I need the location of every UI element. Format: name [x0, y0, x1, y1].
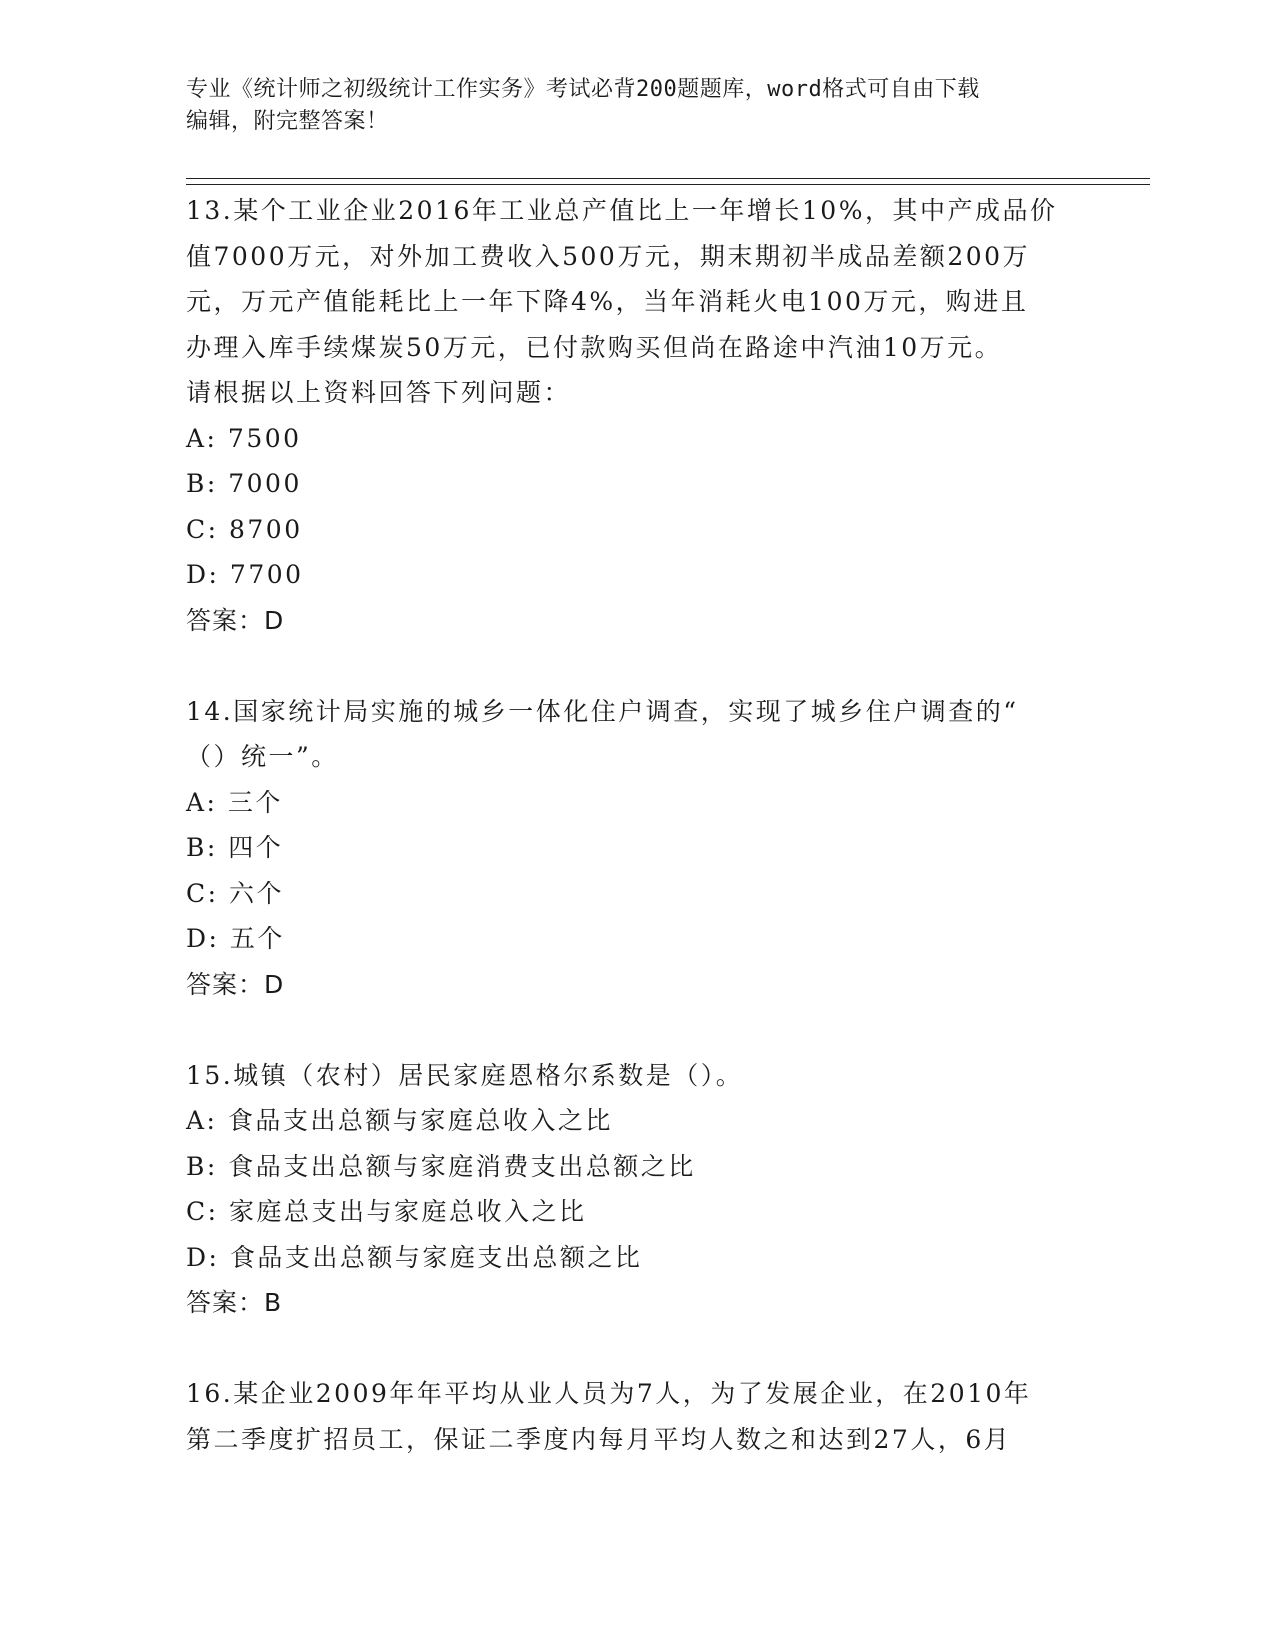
question-stem-line: 元，万元产值能耗比上一年下降4%，当年消耗火电100万元，购进且	[186, 287, 1029, 316]
question-14	[186, 689, 1086, 1008]
option-b: B: 食品支出总额与家庭消费支出总额之比	[186, 1151, 696, 1181]
document-header	[186, 74, 1066, 138]
question-15	[186, 1053, 1086, 1326]
question-stem-line: 值7000万元，对外加工费收入500万元，期末期初半成品差额200万	[186, 241, 1031, 271]
question-stem-line: 15.城镇（农村）居民家庭恩格尔系数是（）。	[186, 1060, 744, 1090]
question-16	[186, 1371, 1086, 1462]
option-b: B: 7000	[186, 469, 302, 498]
answer-line: 答案：B	[186, 1288, 283, 1317]
question-stem-line: 请根据以上资料回答下列问题：	[186, 378, 572, 407]
question-stem-line: 13.某个工业企业2016年工业总产值比上一年增长10%，其中产成品价	[186, 196, 1058, 225]
question-stem-line: （）统一”。	[186, 742, 339, 771]
option-a: A: 三个	[186, 787, 283, 817]
option-b: B: 四个	[186, 833, 284, 862]
option-a: A: 食品支出总额与家庭总收入之比	[186, 1106, 613, 1135]
question-list	[186, 188, 1086, 1462]
header-divider-bottom	[186, 184, 1150, 185]
question-stem-line: 第二季度扩招员工，保证二季度内每月平均人数之和达到27人，6月	[186, 1424, 1012, 1454]
header-line-1: 专业《统计师之初级统计工作实务》考试必背200题题库，word格式可自由下载	[186, 77, 980, 102]
option-a: A: 7500	[186, 423, 302, 453]
question-13	[186, 188, 1086, 643]
option-d: D: 五个	[186, 924, 285, 953]
question-stem-line: 办理入库手续煤炭50万元，已付款购买但尚在路途中汽油10万元。	[186, 332, 1003, 362]
header-line-2: 编辑，附完整答案！	[186, 109, 389, 134]
question-stem-line: 14.国家统计局实施的城乡一体化住户调查，实现了城乡住户调查的“	[186, 696, 1019, 726]
question-stem-line: 16.某企业2009年年平均从业人员为7人，为了发展企业，在2010年	[186, 1379, 1032, 1408]
answer-line: 答案：D	[186, 605, 285, 635]
option-c: C: 8700	[186, 514, 303, 544]
option-d: D: 食品支出总额与家庭支出总额之比	[186, 1242, 643, 1272]
header-divider-top	[186, 178, 1150, 179]
option-c: C: 家庭总支出与家庭总收入之比	[186, 1197, 587, 1226]
option-c: C: 六个	[186, 878, 284, 908]
answer-line: 答案：D	[186, 969, 285, 999]
option-d: D: 7700	[186, 560, 304, 589]
